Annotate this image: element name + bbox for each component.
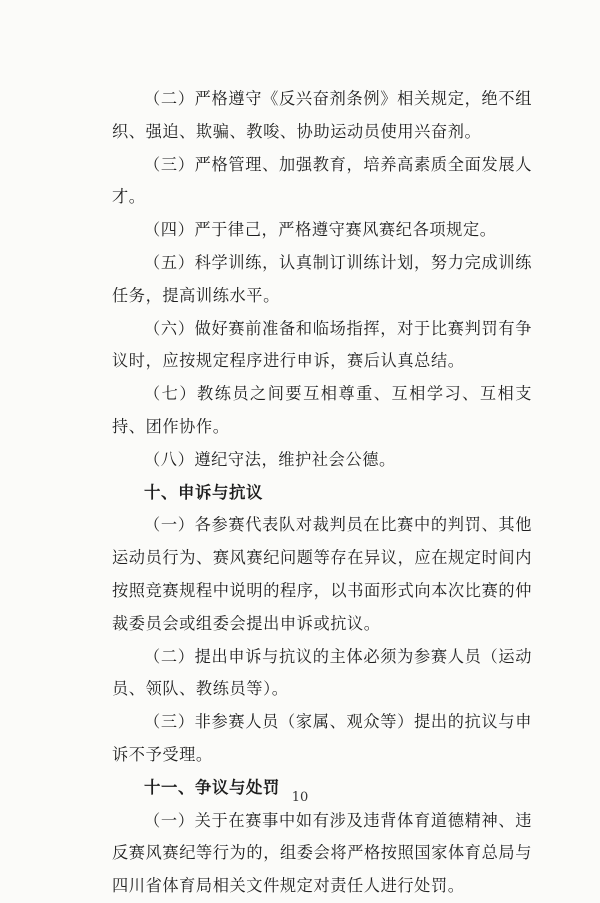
appeal-item-1: （一）各参赛代表队对裁判员在比赛中的判罚、其他运动员行为、赛风赛纪问题等存在异议，应在规定时间内按照竞赛规程中说明的程序，以书面形式向本次比赛的仲裁委员会或组委会提出申诉或抗议。 <box>112 515 532 633</box>
paragraph-item-8: （八）遵纪守法，维护社会公德。 <box>144 449 396 469</box>
page-body <box>112 83 532 903</box>
paragraph-item-3: （三）严格管理、加强教育，培养高素质全面发展人才。 <box>112 154 532 207</box>
paragraph-item-7: （七）教练员之间要互相尊重、互相学习、互相支持、团作协作。 <box>112 384 532 436</box>
dispute-item-1: （一）关于在赛事中如有涉及违背体育道德精神、违反赛风赛纪等行为的，组委会将严格按照国家体育总局与四川省体育局相关文件规定对责任人进行处罚。 <box>112 810 532 896</box>
paragraph-item-4: （四）严于律己，严格遵守赛风赛纪各项规定。 <box>144 220 497 240</box>
paragraph-item-5: （五）科学训练，认真制订训练计划，努力完成训练任务，提高训练水平。 <box>112 252 532 305</box>
paragraph-item-6: （六）做好赛前准备和临场指挥，对于比赛判罚有争议时，应按规定程序进行申诉，赛后认真总结。 <box>112 318 532 371</box>
page-number: 10 <box>291 790 309 805</box>
paragraph-item-2: （二）严格遵守《反兴奋剂条例》相关规定，绝不组织、强迫、欺骗、教唆、协助运动员使用兴奋剂。 <box>112 89 532 141</box>
section-heading-disputes: 十一、争议与处罚 <box>144 777 280 797</box>
appeal-item-3: （三）非参赛人员（家属、观众等）提出的抗议与申诉不予受理。 <box>112 712 532 764</box>
appeal-item-2: （二）提出申诉与抗议的主体必须为参赛人员（运动员、领队、教练员等）。 <box>112 646 532 699</box>
section-heading-appeals: 十、申诉与抗议 <box>144 482 263 502</box>
